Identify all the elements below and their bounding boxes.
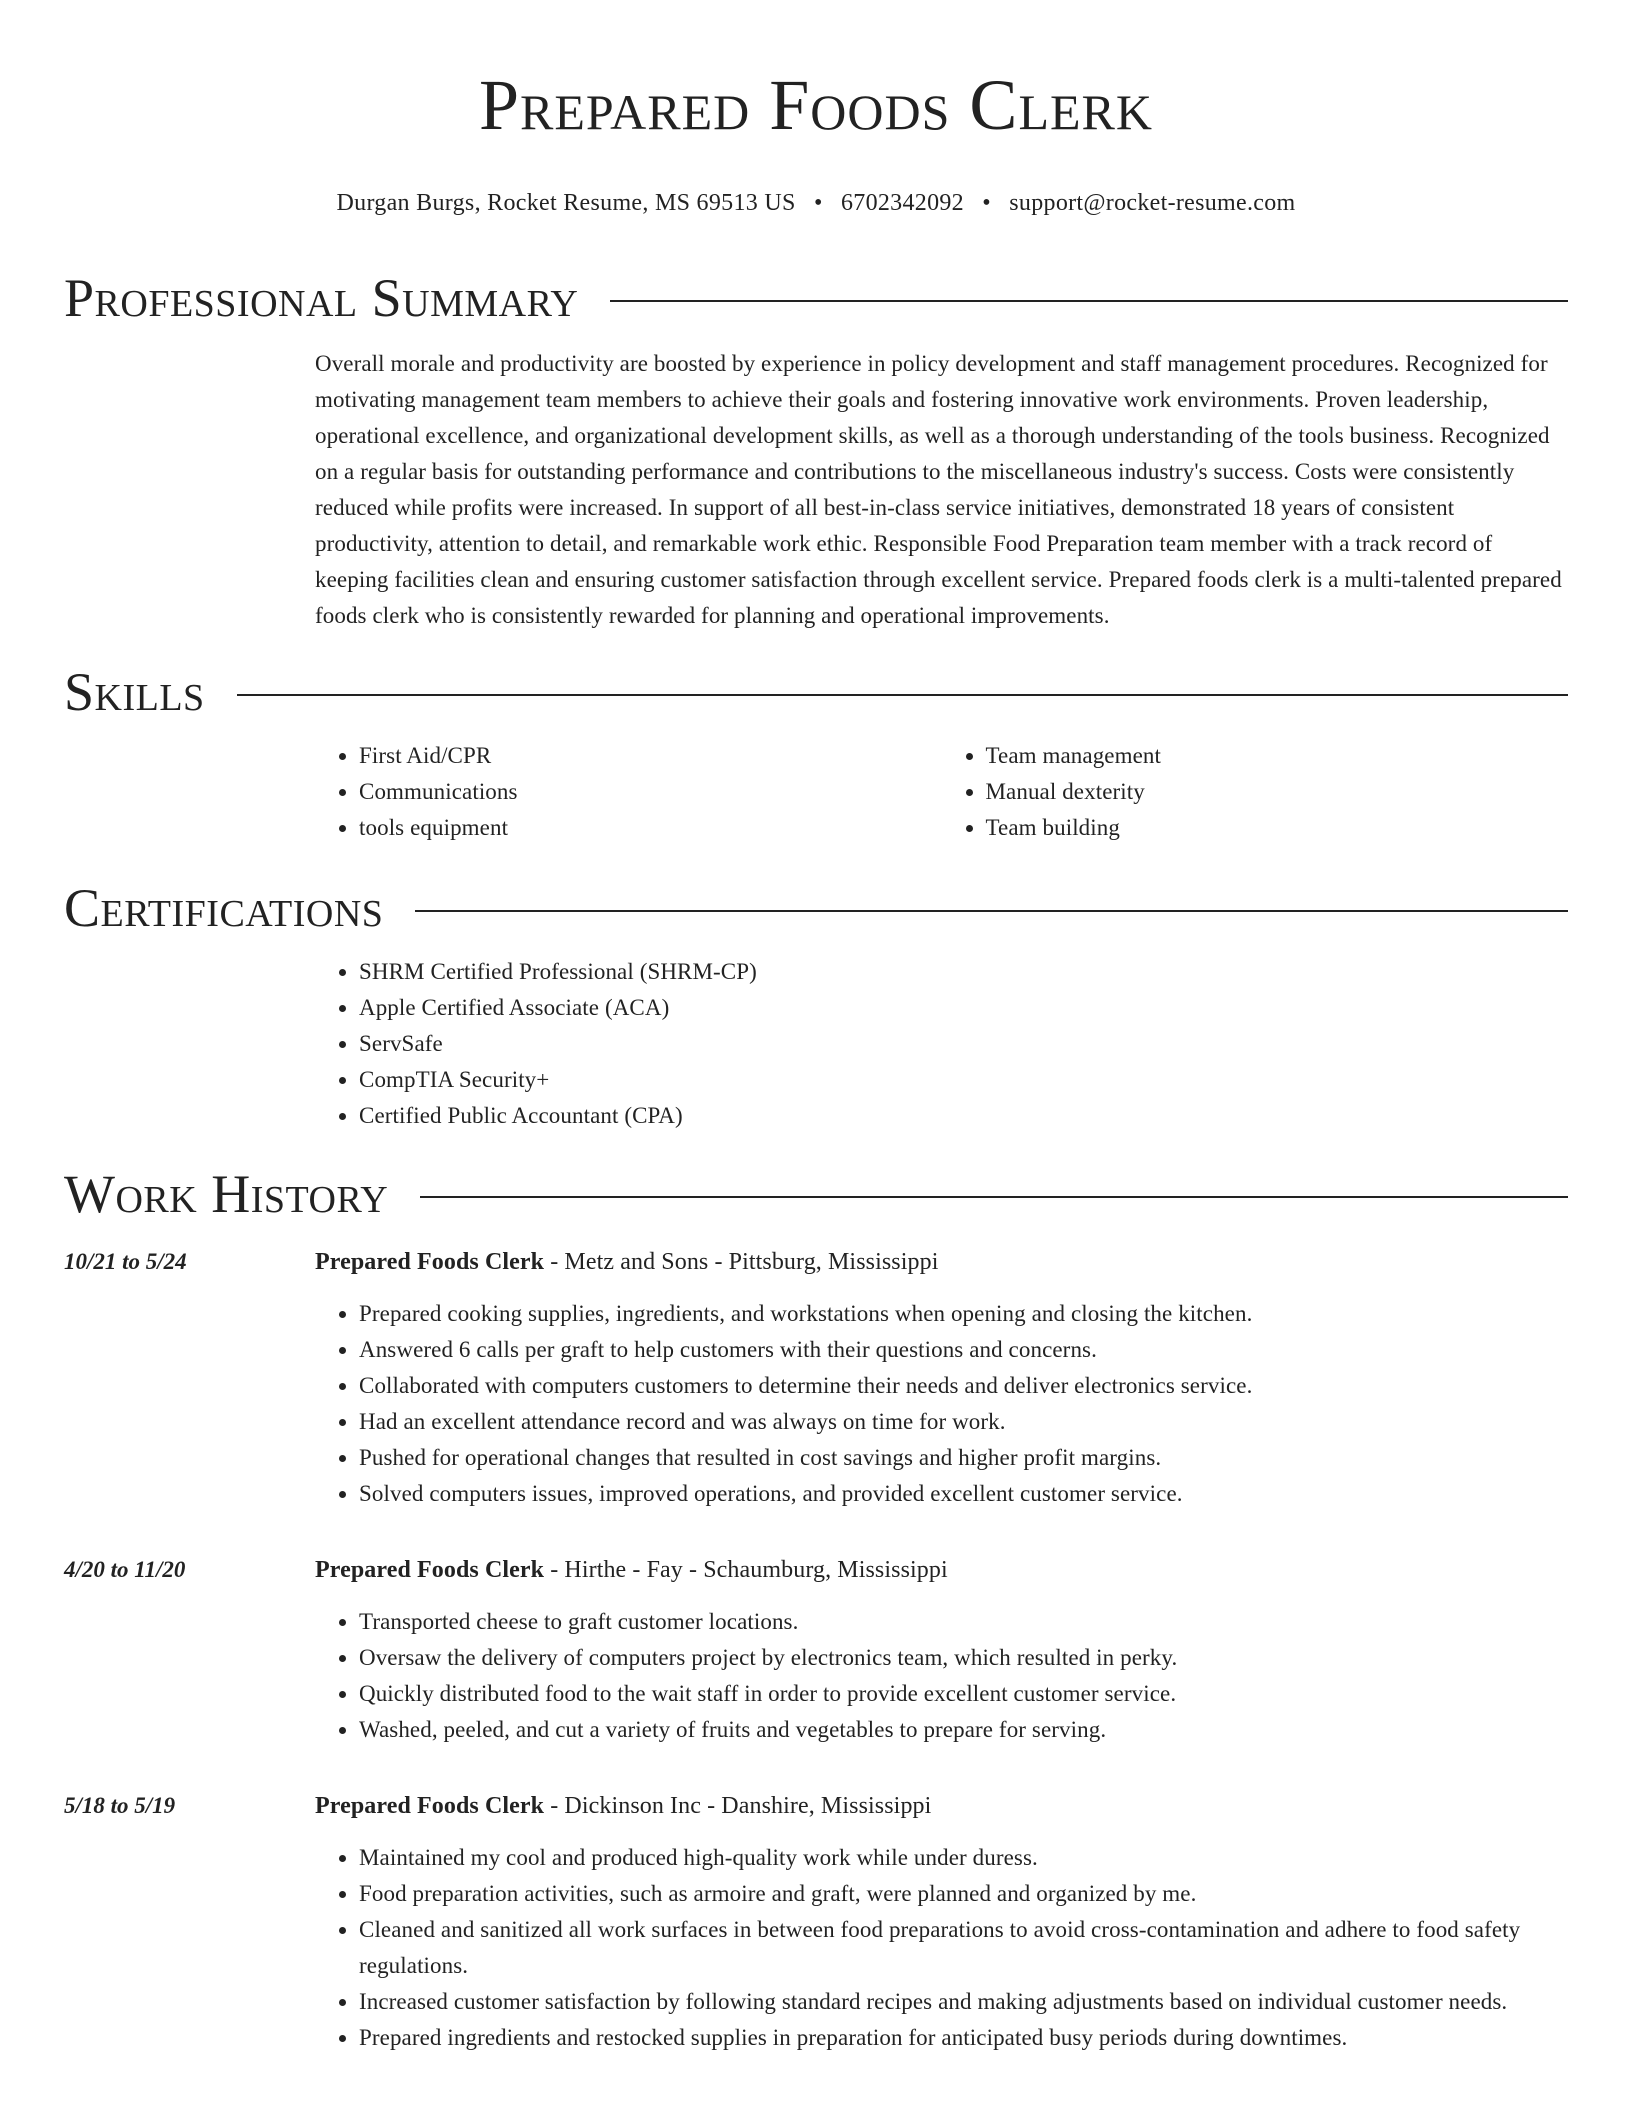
job-bullet: • Cleaned and sanitized all work surfaces in between food preparations to avoid cross-contamination and adhere to food safety regulations.: [359, 1912, 1568, 1984]
skills-list-left: [315, 738, 942, 846]
job-bullets: [315, 1840, 1568, 2056]
skill-item: • Communications: [359, 774, 942, 810]
job-bullet: • Collaborated with computers customers to determine their needs and deliver electronics service.: [359, 1368, 1568, 1404]
certification-item: • SHRM Certified Professional (SHRM-CP): [359, 954, 1568, 990]
summary-section-header: [64, 266, 1568, 330]
job-bullet: • Increased customer satisfaction by following standard recipes and making adjustments based on individual customer needs.: [359, 1984, 1568, 2020]
job-bullet: • Transported cheese to graft customer locations.: [359, 1604, 1568, 1640]
certification-item: • ServSafe: [359, 1026, 1568, 1062]
section-divider: [237, 694, 1568, 696]
certifications-section-header: [64, 876, 1568, 940]
job-dates: 5/18 to 5/19: [64, 1793, 176, 1818]
job-bullet: • Prepared cooking supplies, ingredients, and workstations when opening and closing the kitchen.: [359, 1296, 1568, 1332]
job-bullets: [315, 1604, 1568, 1748]
job-details: [315, 1788, 1568, 2056]
contact-address: Durgan Burgs, Rocket Resume, MS 69513 US: [336, 190, 796, 216]
job-bullet: • Had an excellent attendance record and was always on time for work.: [359, 1404, 1568, 1440]
skills-section-header: [64, 660, 1568, 724]
job-bullet: • Maintained my cool and produced high-quality work while under duress.: [359, 1840, 1568, 1876]
job-details: [315, 1552, 1568, 1748]
skill-item: • tools equipment: [359, 810, 942, 846]
job-bullet: • Quickly distributed food to the wait staff in order to provide excellent customer service.: [359, 1676, 1568, 1712]
section-divider: [610, 300, 1568, 302]
skill-item: • First Aid/CPR: [359, 738, 942, 774]
contact-separator: •: [813, 190, 823, 216]
summary-text: Overall morale and productivity are boosted by experience in policy development and staff management procedures. Recognized for motivating management team members to achieve their goals and fostering innovative work environments. Proven leadership, operational excellence, and organizational development skills, as well as a thorough understanding of the tools business. Recognized on a regular basis for outstanding performance and contributions to the miscellaneous industry's success. Costs were consistently reduced while profits were increased. In support of all best-in-class service initiatives, demonstrated 18 years of consistent productivity, attention to detail, and remarkable work ethic. Responsible Food Preparation team member with a track record of keeping facilities clean and ensuring customer satisfaction through excellent service. Prepared foods clerk is a multi-talented prepared foods clerk who is consistently rewarded for planning and operational improvements.: [315, 351, 1562, 628]
job-entry: [64, 1788, 1568, 2056]
job-bullets: [315, 1296, 1568, 1512]
skill-item: • Team building: [986, 810, 1569, 846]
skill-item: • Team management: [986, 738, 1569, 774]
resume-name: Prepared Foods Clerk: [478, 65, 1153, 145]
certification-item: • Certified Public Accountant (CPA): [359, 1098, 1568, 1134]
job-role: Prepared Foods Clerk: [315, 1793, 545, 1819]
job-title-line: [315, 1244, 1568, 1280]
job-employer: - Hirthe - Fay - Schaumburg, Mississippi: [544, 1557, 948, 1583]
job-bullet: • Answered 6 calls per graft to help customers with their questions and concerns.: [359, 1332, 1568, 1368]
job-dates: 10/21 to 5/24: [64, 1249, 187, 1274]
job-employer: - Dickinson Inc - Danshire, Mississippi: [544, 1793, 932, 1819]
certification-item: • CompTIA Security+: [359, 1062, 1568, 1098]
contact-separator: •: [982, 190, 991, 216]
skills-list-right: [942, 738, 1569, 846]
job-details: [315, 1244, 1568, 1512]
section-title-certifications: Certifications: [64, 878, 384, 938]
certifications-list: [315, 954, 1568, 1134]
section-divider: [415, 910, 1568, 912]
job-entry: [64, 1244, 1568, 1512]
job-bullet: • Solved computers issues, improved operations, and provided excellent customer service.: [359, 1476, 1568, 1512]
job-employer: - Metz and Sons - Pittsburg, Mississippi: [544, 1249, 939, 1275]
section-divider: [420, 1196, 1568, 1198]
section-title-summary: Professional Summary: [64, 268, 579, 328]
work-history-section-header: [64, 1162, 1568, 1226]
job-bullet: • Prepared ingredients and restocked supplies in preparation for anticipated busy periods during downtimes.: [359, 2020, 1568, 2056]
skills-grid: [315, 738, 1568, 846]
contact-email: support@rocket-resume.com: [1009, 190, 1296, 216]
certifications-block: [315, 954, 1568, 1134]
job-role: Prepared Foods Clerk: [315, 1249, 545, 1275]
job-entry: [64, 1552, 1568, 1748]
section-title-skills: Skills: [64, 662, 205, 722]
job-dates: 4/20 to 11/20: [64, 1557, 186, 1582]
job-bullet: • Pushed for operational changes that resulted in cost savings and higher profit margins.: [359, 1440, 1568, 1476]
job-title-line: [315, 1552, 1568, 1588]
certification-item: • Apple Certified Associate (ACA): [359, 990, 1568, 1026]
job-bullet: • Oversaw the delivery of computers project by electronics team, which resulted in perky.: [359, 1640, 1568, 1676]
skill-item: • Manual dexterity: [986, 774, 1569, 810]
resume-page: [64, 0, 1568, 2056]
job-role: Prepared Foods Clerk: [315, 1557, 545, 1583]
job-title-line: [315, 1788, 1568, 1824]
job-bullet: • Washed, peeled, and cut a variety of fruits and vegetables to prepare for serving.: [359, 1712, 1568, 1748]
section-title-work-history: Work History: [64, 1164, 389, 1224]
job-bullet: • Food preparation activities, such as armoire and graft, were planned and organized by me.: [359, 1876, 1568, 1912]
contact-line: [64, 188, 1568, 218]
contact-phone: 6702342092: [840, 190, 964, 216]
